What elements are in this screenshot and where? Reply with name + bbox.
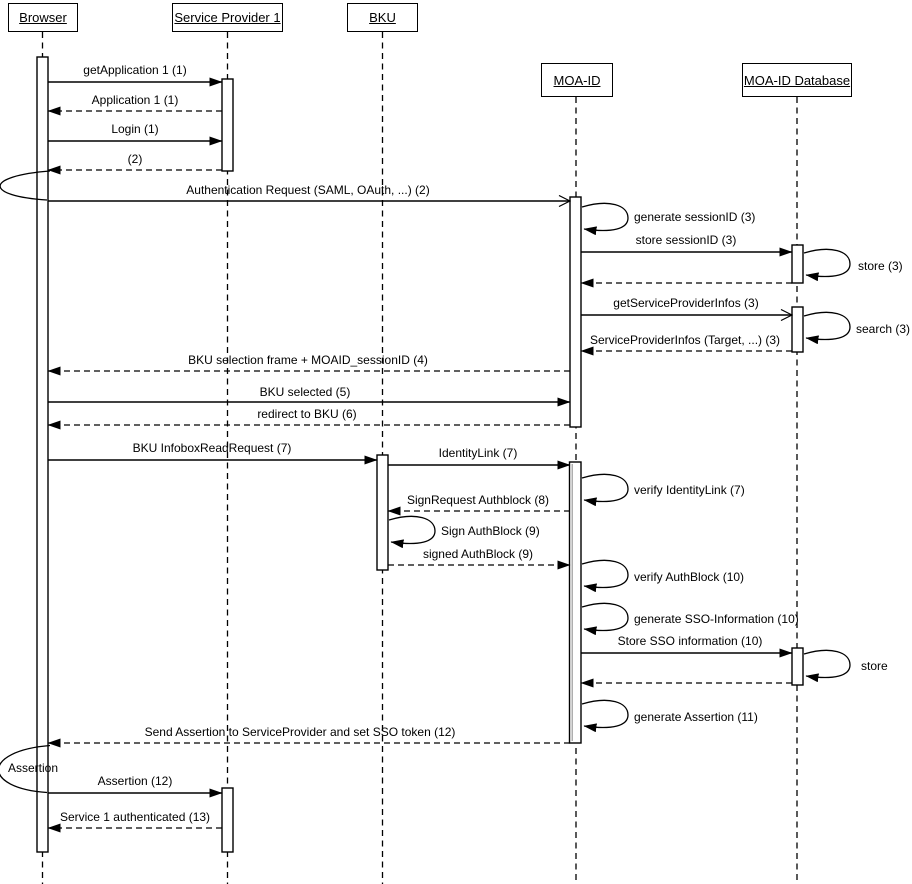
message-label-auth-request: Authentication Request (SAML, OAuth, ...) (2) — [186, 183, 430, 197]
message-label-store: store — [861, 659, 888, 673]
activation-service-provider-1b — [222, 788, 233, 852]
message-label-generate-session-id: generate sessionID (3) — [634, 210, 756, 224]
actor-box-browser — [8, 3, 78, 32]
message-label-service-1-authenticated: Service 1 authenticated (13) — [59, 810, 211, 824]
message-label-response-2: (2) — [127, 152, 143, 166]
self-loop-verify-auth-block — [582, 560, 628, 587]
activation-service-provider-1a — [222, 79, 233, 171]
activation-moa-id-2 — [570, 462, 582, 743]
activation-database-1 — [792, 245, 803, 283]
message-label-sign-request-authblock: SignRequest Authblock (8) — [406, 493, 550, 507]
actor-box-moa-id-database — [742, 63, 852, 97]
self-loop-store-3 — [804, 249, 850, 276]
self-loop-generate-assertion — [582, 700, 628, 727]
message-label-store-sso-information: Store SSO information (10) — [617, 634, 763, 648]
message-label-send-assertion: Send Assertion to ServiceProvider and set SSO token (12) — [144, 725, 456, 739]
message-label-redirect-to-bku: redirect to BKU (6) — [257, 407, 357, 421]
actor-box-moa-id — [541, 63, 613, 97]
self-loop-generate-sso-information — [582, 603, 628, 630]
actor-label-bku: BKU — [369, 10, 396, 25]
message-label-get-application: getApplication 1 (1) — [83, 63, 187, 77]
actor-box-bku — [347, 3, 418, 32]
message-label-store-3: store (3) — [858, 259, 903, 273]
message-label-assertion-12: Assertion (12) — [97, 774, 173, 788]
message-label-bku-infobox-read-request: BKU InfoboxReadRequest (7) — [132, 441, 292, 455]
message-label-verify-identity-link: verify IdentityLink (7) — [634, 483, 745, 497]
activation-database-2 — [792, 307, 803, 352]
message-label-login: Login (1) — [111, 122, 159, 136]
actor-box-service-provider-1 — [172, 3, 283, 32]
message-label-generate-sso-information: generate SSO-Information (10) — [634, 612, 799, 626]
actor-label-service-provider-1: Service Provider 1 — [174, 10, 281, 25]
actor-label-moa-id-database: MOA-ID Database — [743, 72, 851, 88]
message-label-service-provider-infos: ServiceProviderInfos (Target, ...) (3) — [589, 333, 781, 347]
message-label-bku-selection-frame: BKU selection frame + MOAID_sessionID (4) — [188, 353, 428, 367]
activation-browser — [37, 57, 48, 852]
message-label-store-session-id: store sessionID (3) — [635, 233, 737, 247]
message-label-get-service-provider-infos: getServiceProviderInfos (3) — [613, 296, 759, 310]
self-loop-store — [804, 650, 850, 677]
message-label-bku-selected: BKU selected (5) — [259, 385, 351, 399]
message-label-identity-link: IdentityLink (7) — [438, 446, 518, 460]
self-loop-search-3 — [804, 312, 850, 339]
message-label-assertion-arc: Assertion — [8, 761, 59, 775]
message-label-signed-auth-block: signed AuthBlock (9) — [422, 547, 534, 561]
activation-moa-id-1 — [570, 197, 581, 427]
self-loop-sign-auth-block — [389, 516, 435, 543]
message-label-application: Application 1 (1) — [91, 93, 179, 107]
activation-database-3 — [792, 648, 803, 685]
message-label-verify-auth-block: verify AuthBlock (10) — [634, 570, 745, 584]
self-loop-verify-identity-link — [582, 474, 628, 501]
message-label-sign-auth-block: Sign AuthBlock (9) — [441, 524, 540, 538]
message-label-generate-assertion: generate Assertion (11) — [634, 710, 758, 724]
self-loop-generate-session-id — [582, 203, 628, 230]
actor-label-moa-id: MOA-ID — [553, 72, 601, 88]
actor-label-browser: Browser — [19, 10, 67, 25]
activation-bku-1 — [377, 455, 388, 570]
message-label-search-3: search (3) — [856, 322, 911, 336]
